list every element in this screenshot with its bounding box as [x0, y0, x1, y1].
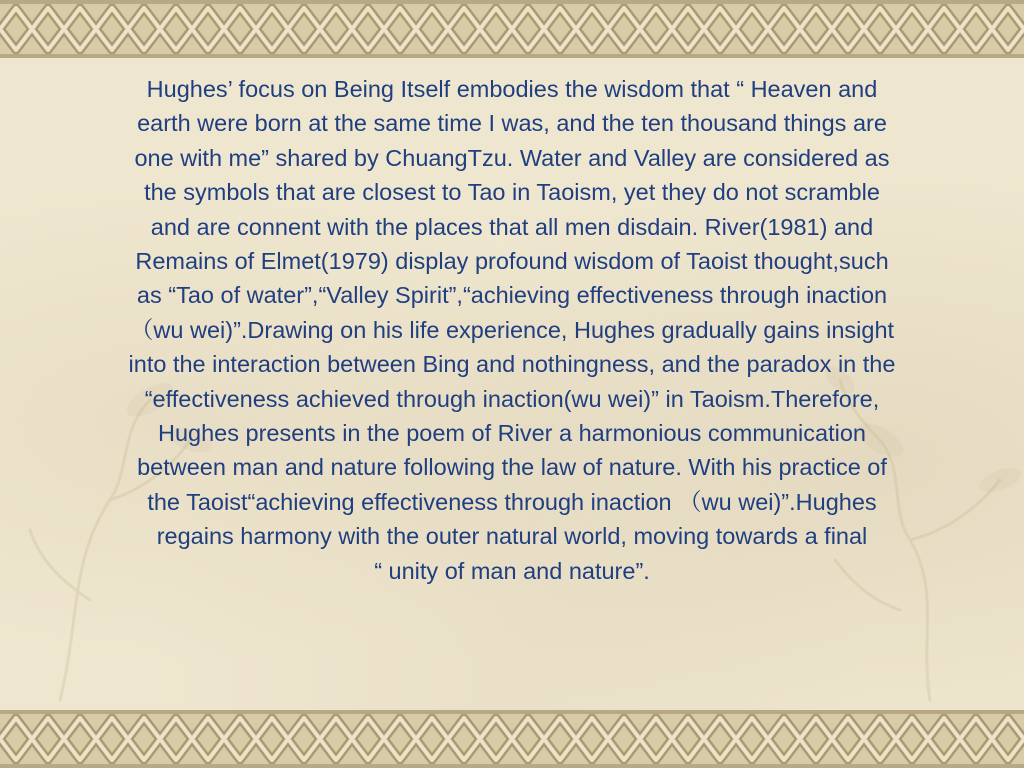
top-knot-border: [0, 0, 1024, 58]
bottom-knot-border: [0, 710, 1024, 768]
slide-body-text: Hughes’ focus on Being Itself embodies the wisdom that “ Heaven and earth were born at the same time I was, and the ten thousand things are one with me” shared by ChuangTzu. Water and Valley are considered as the symbols that are closest to Tao in Taoism, yet they do not scramble and are connent with the places that all men disdain. River(1981) and Remains of Elmet(1979) display profound wisdom of Taoist thought,such as “Tao of water”,“Valley Spirit”,“achieving effectiveness through inaction （wu wei)”.Drawing on his life experience, Hughes gradually gains insight into the interaction between Bing and nothingness, and the paradox in the “effectiveness achieved through inaction(wu wei)” in Taoism.Therefore, Hughes presents in the poem of River a harmonious communication between man and nature following the law of nature. With his practice of the Taoist“achieving effectiveness through inaction （wu wei)”.Hughes regains harmony with the outer natural world, moving towards a final “ unity of man and nature”.: [128, 76, 896, 584]
